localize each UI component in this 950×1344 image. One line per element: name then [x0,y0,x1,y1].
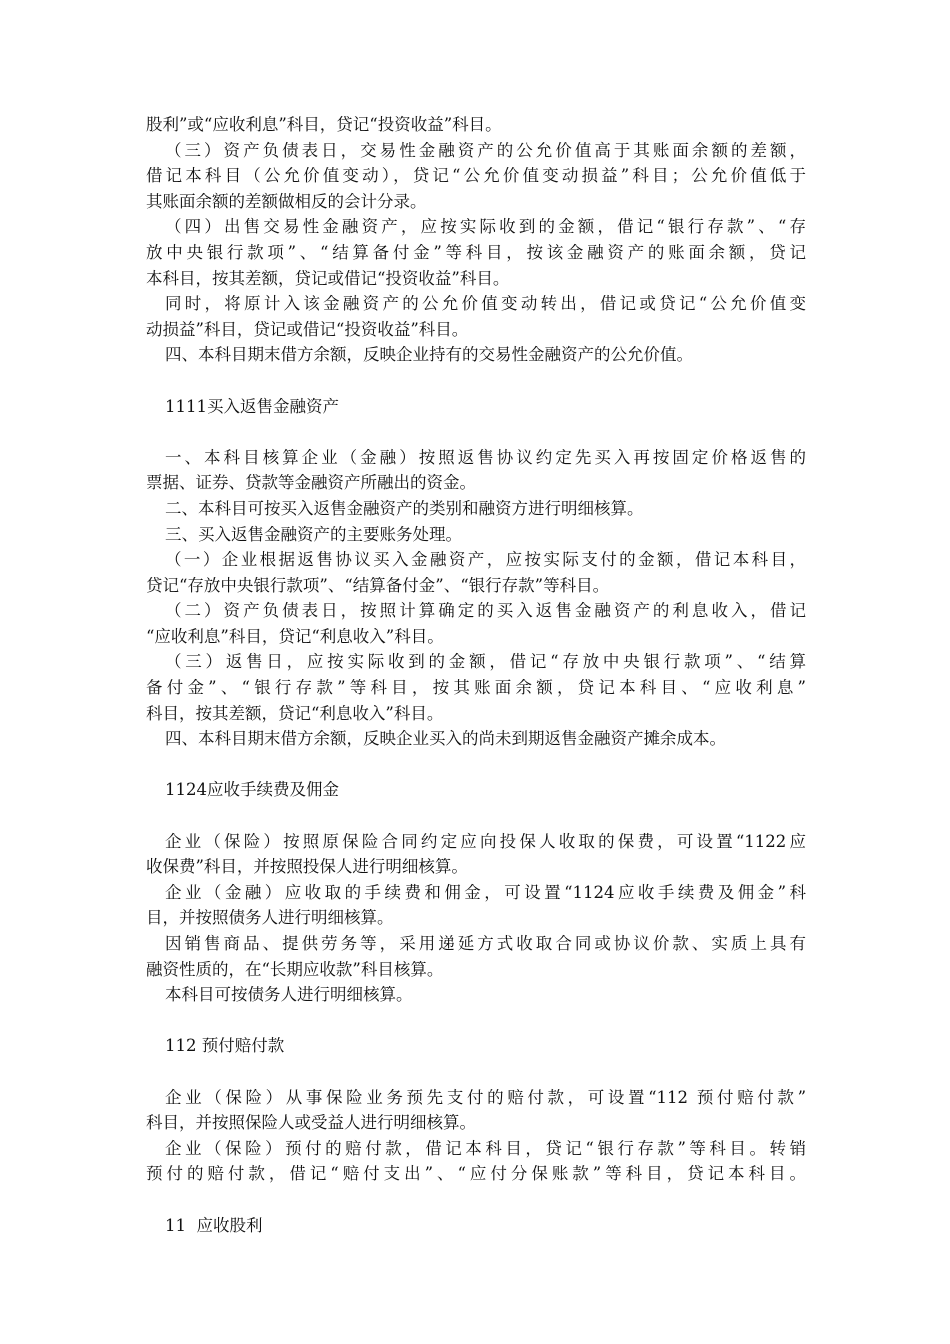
spacer [146,752,806,778]
section-heading: 1111买入返售金融资产 [165,396,339,416]
spacer [146,419,806,445]
spacer [146,1008,806,1034]
paragraph-line: 同时，将原计入该金融资产的公允价值变动转出，借记或贷记“公允价值变 [165,294,806,314]
section-trading-assets-continued [146,112,806,368]
section-112-body [146,1085,806,1187]
paragraph-line: 四、本科目期末借方余额，反映企业持有的交易性金融资产的公允价值。 [165,345,693,365]
paragraph-line: 融资性质的，在“长期应收款”科目核算。 [146,959,444,979]
paragraph-line: 票据、证券、贷款等金融资产所融出的资金。 [146,473,476,493]
spacer [146,1187,806,1213]
paragraph-line: “应收利息”科目，贷记“利息收入”科目。 [146,626,444,646]
paragraph-line: 因销售商品、提供劳务等，采用递延方式收取合同或协议价款、实质上具有 [165,934,806,953]
paragraph-line: （四）出售交易性金融资产，应按实际收到的金额，借记“银行存款”、“存 [165,217,806,237]
paragraph-line: 科目，并按照保险人或受益人进行明细核算。 [146,1113,476,1133]
section-heading: 1124应收手续费及佣金 [165,780,339,800]
paragraph-line: 二、本科目可按买入返售金融资产的类别和融资方进行明细核算。 [165,498,644,518]
paragraph-line: （三）资产负债表日，交易性金融资产的公允价值高于其账面余额的差额， [165,140,806,160]
spacer [146,803,806,829]
paragraph-line: 本科目，按其差额，贷记或借记“投资收益”科目。 [146,268,510,288]
paragraph-line: 目，并按照债务人进行明细核算。 [146,908,394,928]
paragraph-line: 放中央银行款项”、“结算备付金”等科目，按该金融资产的账面余额，贷记 [146,242,806,262]
paragraph-line: 三、买入返售金融资产的主要账务处理。 [165,524,462,544]
paragraph-line: （二）资产负债表日，按照计算确定的买入返售金融资产的利息收入，借记 [165,601,806,621]
spacer [146,1059,806,1085]
paragraph-line: 本科目可按债务人进行明细核算。 [165,985,413,1005]
document-page [146,112,806,1238]
section-heading: 112 预付赔付款 [165,1036,285,1056]
paragraph-line: 企业（保险）按照原保险合同约定应向投保人收取的保费，可设置“1122应 [165,831,806,851]
paragraph-line: 备付金”、“银行存款”等科目，按其账面余额，贷记本科目、“应收利息” [146,678,806,698]
paragraph-line: 科目，按其差额，贷记“利息收入”科目。 [146,703,444,723]
paragraph-line: 收保费”科目，并按照投保人进行明细核算。 [146,857,468,877]
paragraph-line: 企业（保险）预付的赔付款，借记本科目，贷记“银行存款”等科目。转销 [165,1138,806,1158]
spacer [146,368,806,394]
paragraph-line: 其账面余额的差额做相反的会计分录。 [146,191,427,211]
section-1111-body [146,445,806,752]
paragraph-line: 贷记“存放中央银行款项”、“结算备付金”、“银行存款”等科目。 [146,575,610,595]
paragraph-line: 四、本科目期末借方余额，反映企业买入的尚未到期返售金融资产摊余成本。 [165,729,726,749]
paragraph-line: 企业（保险）从事保险业务预先支付的赔付款，可设置“112 预付赔付款” [165,1087,806,1107]
paragraph-line: （三）返售日，应按实际收到的金额，借记“存放中央银行款项”、“结算 [165,652,806,672]
paragraph-line: 企业（金融）应收取的手续费和佣金，可设置“1124应收手续费及佣金”科 [165,882,806,902]
paragraph-line: 股利”或“应收利息”科目，贷记“投资收益”科目。 [146,115,502,134]
paragraph-line: （一）企业根据返售协议买入金融资产，应按实际支付的金额，借记本科目， [165,550,806,570]
paragraph-line: 预付的赔付款，借记“赔付支出”、“应付分保账款”等科目，贷记本科目。 [146,1164,806,1184]
paragraph-line: 动损益”科目，贷记或借记“投资收益”科目。 [146,319,469,339]
paragraph-line: 一、本科目核算企业（金融）按照返售协议约定先买入再按固定价格返售的 [165,447,806,467]
section-heading: 11 应收股利 [165,1215,263,1235]
paragraph-line: 借记本科目（公允价值变动），贷记“公允价值变动损益”科目；公允价值低于 [146,166,806,186]
section-1124-body [146,829,806,1008]
